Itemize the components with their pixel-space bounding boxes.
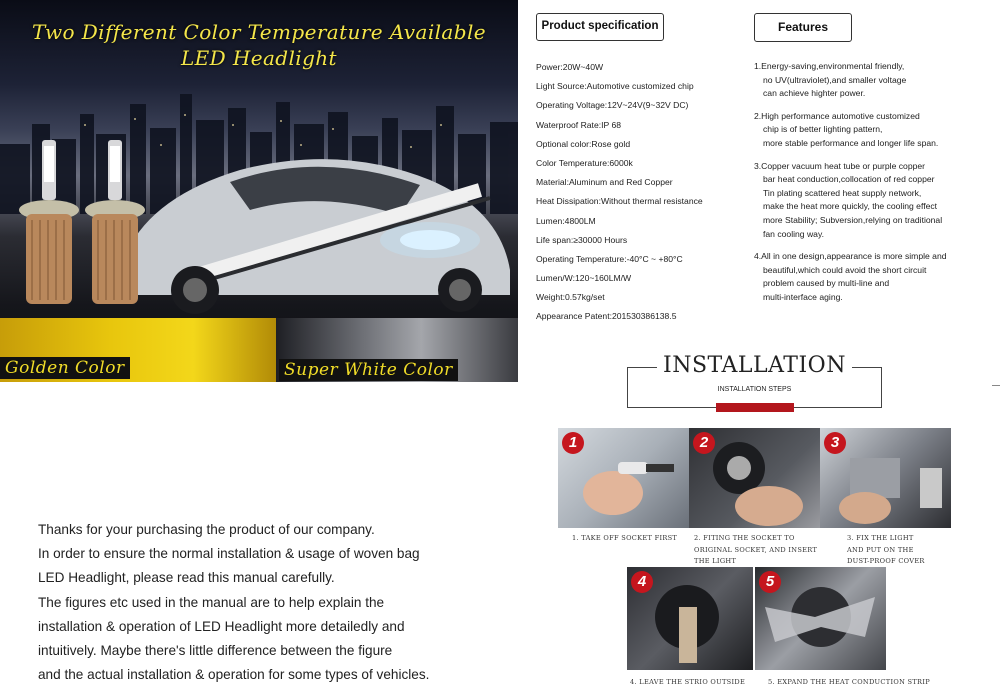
spec-item: Lumen:4800LM <box>536 215 596 226</box>
spec-item: Material:Aluminum and Red Copper <box>536 177 673 188</box>
installation-title: INSTALLATION <box>657 353 852 378</box>
intro-line: In order to ensure the normal installation & usage of woven bag <box>38 546 420 562</box>
step-1-photo <box>558 428 689 528</box>
step-5-caption <box>768 677 930 689</box>
feature-item <box>754 110 990 151</box>
intro-line: The figures etc used in the manual are to help explain the <box>38 594 385 610</box>
step-number: 5 <box>759 571 781 593</box>
step-3-photo <box>820 428 951 528</box>
feature-item <box>754 250 990 304</box>
caption-line: 5. EXPAND THE HEAT CONDUCTION STRIP <box>768 678 930 686</box>
spec-item: Color Temperature:6000k <box>536 157 633 168</box>
spec-item: Weight:0.57kg/set <box>536 292 605 303</box>
spec-item: Optional color:Rose gold <box>536 138 631 149</box>
feature-line: 3.Copper vacuum heat tube or purple copper <box>754 160 926 171</box>
caption-line: 1. TAKE OFF SOCKET FIRST <box>572 534 678 542</box>
led-bulb-image <box>14 140 84 320</box>
feature-line: fan cooling way. <box>763 228 824 239</box>
white-color-label: Super White Color <box>279 359 458 381</box>
spec-list <box>536 58 746 327</box>
feature-line: 1.Energy-saving,environmental friendly, <box>754 61 905 71</box>
step-2-caption <box>694 533 817 568</box>
caption-line: AND PUT ON THE <box>847 545 914 554</box>
caption-line: THE LIGHT <box>694 557 737 565</box>
feature-line: no UV(ultraviolet),and smaller voltage <box>763 74 907 85</box>
spec-item: Heat Dissipation:Without thermal resistance <box>536 196 703 207</box>
spec-item: Power:20W~40W <box>536 62 604 72</box>
intro-line: intuitively. Maybe there's little difference between the figure <box>38 643 393 659</box>
sports-car-image <box>100 130 518 320</box>
accent-bar <box>716 403 794 412</box>
feature-item <box>754 160 990 242</box>
banner-subtitle: LED Headlight <box>181 46 337 70</box>
caption-line: 3. FIX THE LIGHT <box>847 534 914 542</box>
features-list <box>754 60 990 314</box>
feature-line: 2.High performance automotive customized <box>754 110 920 121</box>
spec-item: Light Source:Automotive customized chip <box>536 81 694 92</box>
feature-item <box>754 60 990 101</box>
feature-line: make the heat more quickly, the cooling effect <box>763 201 938 212</box>
installation-subheading: INSTALLATION STEPS <box>717 386 792 393</box>
intro-line: LED Headlight, please read this manual carefully. <box>38 570 335 586</box>
product-banner <box>0 0 518 382</box>
spec-item: Waterproof Rate:IP 68 <box>536 119 622 130</box>
installation-heading <box>627 353 882 378</box>
caption-line: 2. FITING THE SOCKET TO <box>694 534 795 542</box>
intro-line: installation & operation of LED Headlight more detailedly and <box>38 618 405 634</box>
caption-line: ORIGINAL SOCKET, AND INSERT <box>694 545 818 554</box>
feature-line: problem caused by multi-line and <box>763 278 890 289</box>
step-number: 3 <box>824 432 846 454</box>
feature-line: chip is of better lighting pattern, <box>763 124 883 135</box>
step-number: 1 <box>562 432 584 454</box>
step-3-caption <box>847 533 925 568</box>
step-1-caption <box>572 533 677 545</box>
divider <box>992 385 1000 386</box>
features-heading: Features <box>754 13 852 42</box>
spec-item: Operating Voltage:12V~24V(9~32V DC) <box>536 100 689 111</box>
intro-paragraph <box>38 518 488 687</box>
feature-line: more Stability; Subversion,relying on traditional <box>763 214 943 225</box>
feature-line: can achieve highter power. <box>763 88 866 99</box>
feature-line: beautiful,which could avoid the short circuit <box>763 264 927 275</box>
spec-item: Life span:≥30000 Hours <box>536 234 628 245</box>
feature-line: 4.All in one design,appearance is more simple and <box>754 251 947 262</box>
step-5-photo <box>755 567 886 670</box>
spec-heading: Product specification <box>536 13 664 41</box>
step-4-caption <box>630 677 745 689</box>
feature-line: more stable performance and longer life span. <box>763 137 939 148</box>
golden-color-label: Golden Color <box>0 357 130 379</box>
step-4-photo <box>627 567 753 670</box>
banner-title: Two Different Color Temperature Available <box>32 20 486 44</box>
step-number: 4 <box>631 571 653 593</box>
led-bulb-image <box>80 140 150 320</box>
step-2-photo <box>689 428 820 528</box>
feature-line: Tin plating scattered heat supply network, <box>763 187 922 198</box>
feature-line: bar heat conduction,collocation of red copper <box>763 174 935 185</box>
spec-item: Lumen/W:120~160LM/W <box>536 273 632 284</box>
spec-item: Operating Temperature:-40°C ~ +80°C <box>536 253 683 264</box>
intro-line: Thanks for your purchasing the product of our company. <box>38 522 375 537</box>
step-number: 2 <box>693 432 715 454</box>
spec-item: Appearance Patent:201530386138.5 <box>536 311 677 322</box>
caption-line: 4. LEAVE THE STRIO OUTSIDE <box>630 678 746 686</box>
feature-line: multi-interface aging. <box>763 291 843 302</box>
intro-line: and the actual installation & operation for some types of vehicles. <box>38 667 430 683</box>
caption-line: DUST-PROOF COVER <box>847 557 925 565</box>
